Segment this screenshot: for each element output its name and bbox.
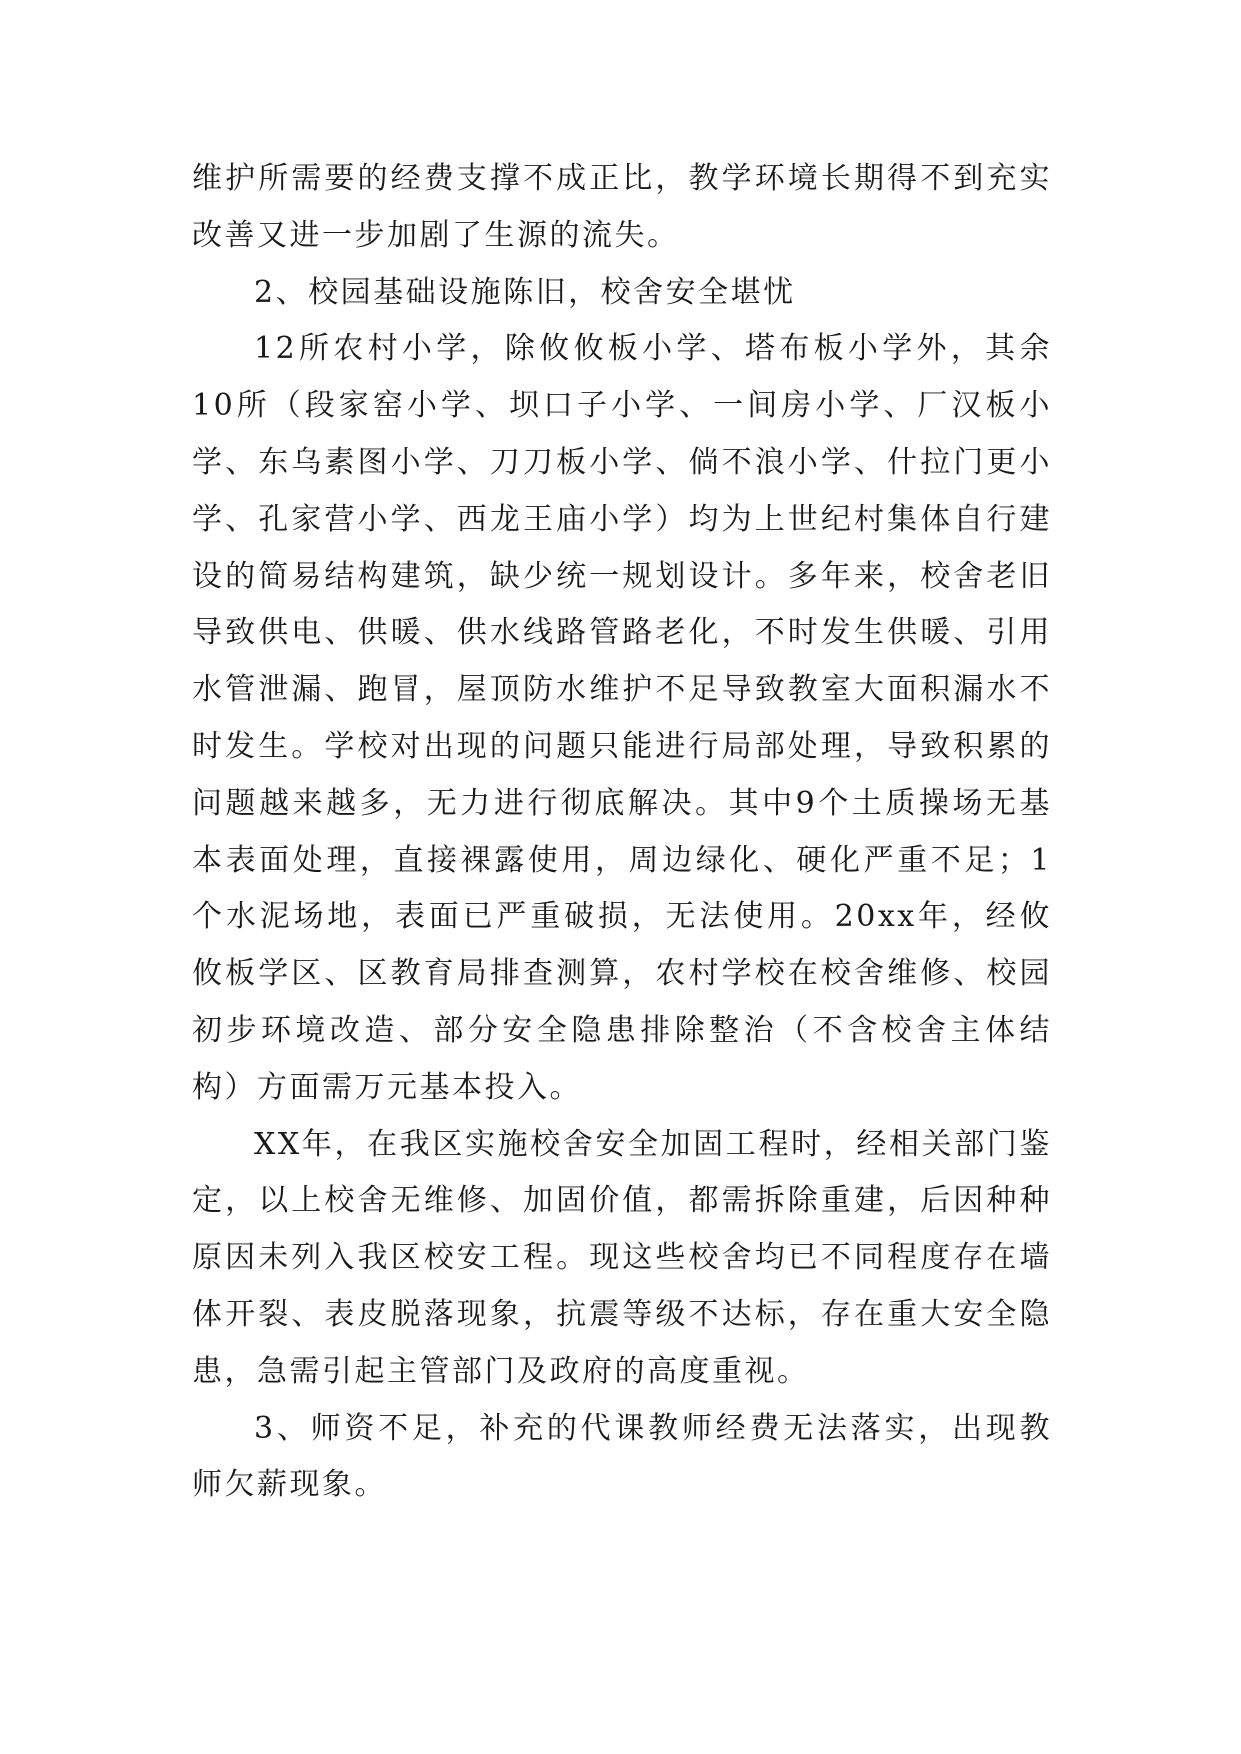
paragraph-rural-schools: 12所农村小学，除攸攸板小学、塔布板小学外，其余10所（段家窑小学、坝口子小学、一间房小学、厂汉板小学、东乌素图小学、刀刀板小学、倘不浪小学、什拉门更小学、孔家营小学、西龙王庙小学）均为上世纪村集体自行建设的简易结构建筑，缺少统一规划设计。多年来，校舍老旧导致供电、供暖、供水线路管路老化，不时发生供暖、引用水管泄漏、跑冒，屋顶防水维护不足导致教室大面积漏水不时发生。学校对出现的问题只能进行局部处理，导致积累的问题越来越多，无力进行彻底解决。其中9个土质操场无基本表面处理，直接裸露使用，周边绿化、硬化严重不足；1个水泥场地，表面已严重破损，无法使用。20xx年，经攸攸板学区、区教育局排查测算，农村学校在校舍维修、校园初步环境改造、部分安全隐患排除整治（不含校舍主体结构）方面需万元基本投入。 xyxy=(192,331,1052,1105)
paragraph-continuation: 维护所需要的经费支撑不成正比，教学环境长期得不到充实改善又进一步加剧了生源的流失。 xyxy=(192,161,1052,253)
section-heading-3: 3、师资不足，补充的代课教师经费无法落实，出现教师欠薪现象。 xyxy=(192,1410,1052,1503)
document-body xyxy=(192,151,1052,1514)
paragraph-safety-reinforcement: XX年，在我区实施校舍安全加固工程时，经相关部门鉴定，以上校舍无维修、加固价值，都需拆除重建，后因种种原因未列入我区校安工程。现这些校舍均已不同程度存在墙体开裂、表皮脱落现象，抗震等级不达标，存在重大安全隐患，急需引起主管部门及政府的高度重视。 xyxy=(192,1126,1052,1389)
section-heading-2: 2、校园基础设施陈旧，校舍安全堪忧 xyxy=(254,274,796,310)
